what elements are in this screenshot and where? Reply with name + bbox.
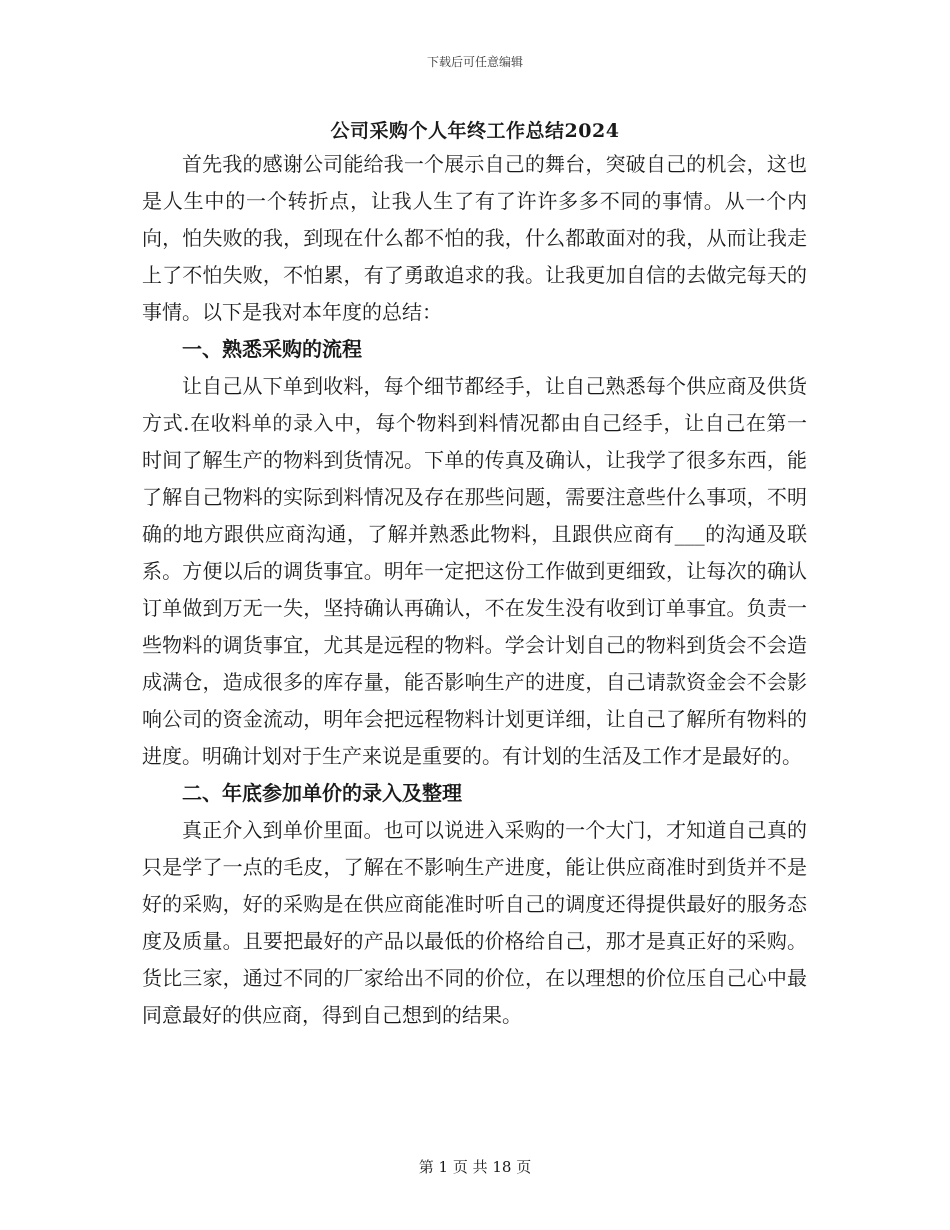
document-body [142,146,807,1034]
section-paragraph-2: 真正介入到单价里面。也可以说进入采购的一个大门，才知道自己真的只是学了一点的毛皮，了解在不影响生产进度，能让供应商准时到货并不是好的采购，好的采购是在供应商能准时听自己的调度还得提供最好的服务态度及质量。且要把最好的产品以最低的价格给自己，那才是真正好的采购。货比三家，通过不同的厂家给出不同的价位，在以理想的价位压自己心中最同意最好的供应商，得到自己想到的结果。 [142,818,807,1027]
page-header-note: 下载后可任意编辑 [426,55,523,69]
section-heading-2: 二、年底参加单价的录入及整理 [182,781,462,805]
intro-paragraph: 首先我的感谢公司能给我一个展示自己的舞台，突破自己的机会，这也是人生中的一个转折点，让我人生了有了许许多多不同的事情。从一个内向，怕失败的我，到现在什么都不怕的我，什么都敢面对的我，从而让我走上了不怕失败，不怕累，有了勇敢追求的我。让我更加自信的去做完每天的事情。以下是我对本年度的总结： [142,152,807,324]
section-heading-1: 一、熟悉采购的流程 [182,337,362,361]
section-paragraph-1: 让自己从下单到收料，每个细节都经手，让自己熟悉每个供应商及供货方式.在收料单的录入中，每个物料到料情况都由自己经手，让自己在第一时间了解生产的物料到货情况。下单的传真及确认，让我学了很多东西，能了解自己物料的实际到料情况及存在那些问题，需要注意些什么事项，不明确的地方跟供应商沟通，了解并熟悉此物料，且跟供应商有___的沟通及联系。方便以后的调货事宜。明年一定把这份工作做到更细致，让每次的确认订单做到万无一失，坚持确认再确认，不在发生没有收到订单事宜。负责一些物料的调货事宜，尤其是远程的物料。学会计划自己的物料到货会不会造成满仓，造成很多的库存量，能否影响生产的进度，自己请款资金会不会影响公司的资金流动，明年会把远程物料计划更详细，让自己了解所有物料的进度。明确计划对于生产来说是重要的。有计划的生活及工作才是最好的。 [142,374,807,768]
page-number-footer: 第 1 页 共 18 页 [418,1158,532,1176]
document-title: 公司采购个人年终工作总结2024 [330,120,620,142]
